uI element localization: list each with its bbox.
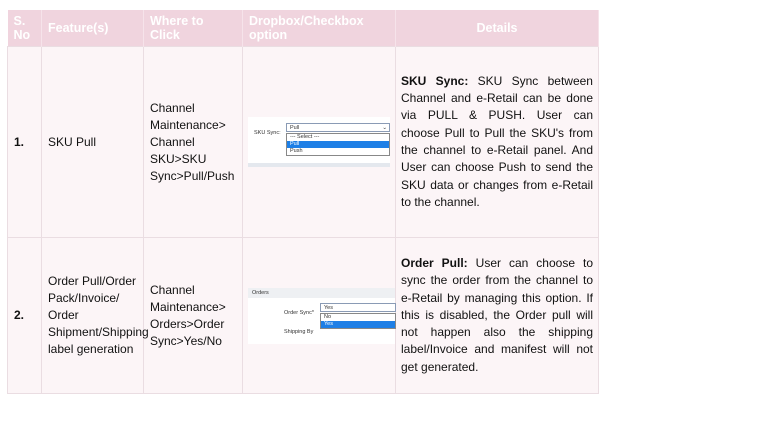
order-sync-label: Order Sync*	[284, 309, 314, 316]
option-yes[interactable]: Yes	[321, 321, 395, 328]
feature: SKU Pull	[42, 47, 144, 238]
sno: 2.	[8, 238, 42, 394]
header-sno: S. No	[8, 10, 42, 47]
orders-section: Orders	[248, 288, 395, 298]
table-row	[8, 238, 599, 394]
sku-sync-select[interactable]: Pull ⌄	[286, 123, 390, 132]
order-sync-screenshot	[248, 288, 395, 344]
option-no[interactable]: No	[324, 313, 332, 320]
chevron-down-icon: ⌄	[382, 125, 387, 131]
option-select[interactable]: --- Select ---	[290, 134, 320, 140]
feature: Order Pull/Order Pack/Invoice/ Order Shipment/Shipping label generation	[42, 238, 144, 394]
where-to-click: Channel Maintenance> Channel SKU>SKU Sync>Pull/Push	[144, 47, 243, 238]
sno: 1.	[8, 47, 42, 238]
header-where: Where to Click	[144, 10, 243, 47]
header-feature: Feature(s)	[42, 10, 144, 47]
details: Order Pull: User can choose to sync the order from the channel to e-Retail by managing this option. If this is disabled, the Order pull will not happen also the shipping label/Invoice and manifest will not get generated.	[396, 238, 599, 394]
header-option: Dropbox/Checkbox option	[243, 10, 396, 47]
option-screenshot	[243, 47, 396, 238]
order-sync-options	[320, 313, 396, 329]
sku-sync-options	[286, 133, 390, 156]
sku-sync-label: SKU Sync:	[254, 130, 281, 136]
option-push[interactable]: Push	[290, 148, 303, 154]
header-row	[8, 10, 599, 47]
header-details: Details	[396, 10, 599, 47]
option-screenshot	[243, 238, 396, 394]
sku-sync-screenshot	[248, 117, 390, 167]
details: SKU Sync: SKU Sync between Channel and e-Retail can be done via PULL & PUSH. User can choose Pull to Pull the SKU's from the channel to e-Retail panel. And User can choose Push to send the SKU data or changes from e-Retail to the channel.	[396, 47, 599, 238]
shipping-by-label: Shipping By	[284, 328, 314, 335]
feature-table	[7, 10, 599, 394]
option-pull[interactable]: Pull	[287, 141, 389, 148]
order-sync-select[interactable]: Yes	[320, 303, 396, 312]
where-to-click: Channel Maintenance> Orders>Order Sync>Yes/No	[144, 238, 243, 394]
table-row	[8, 47, 599, 238]
